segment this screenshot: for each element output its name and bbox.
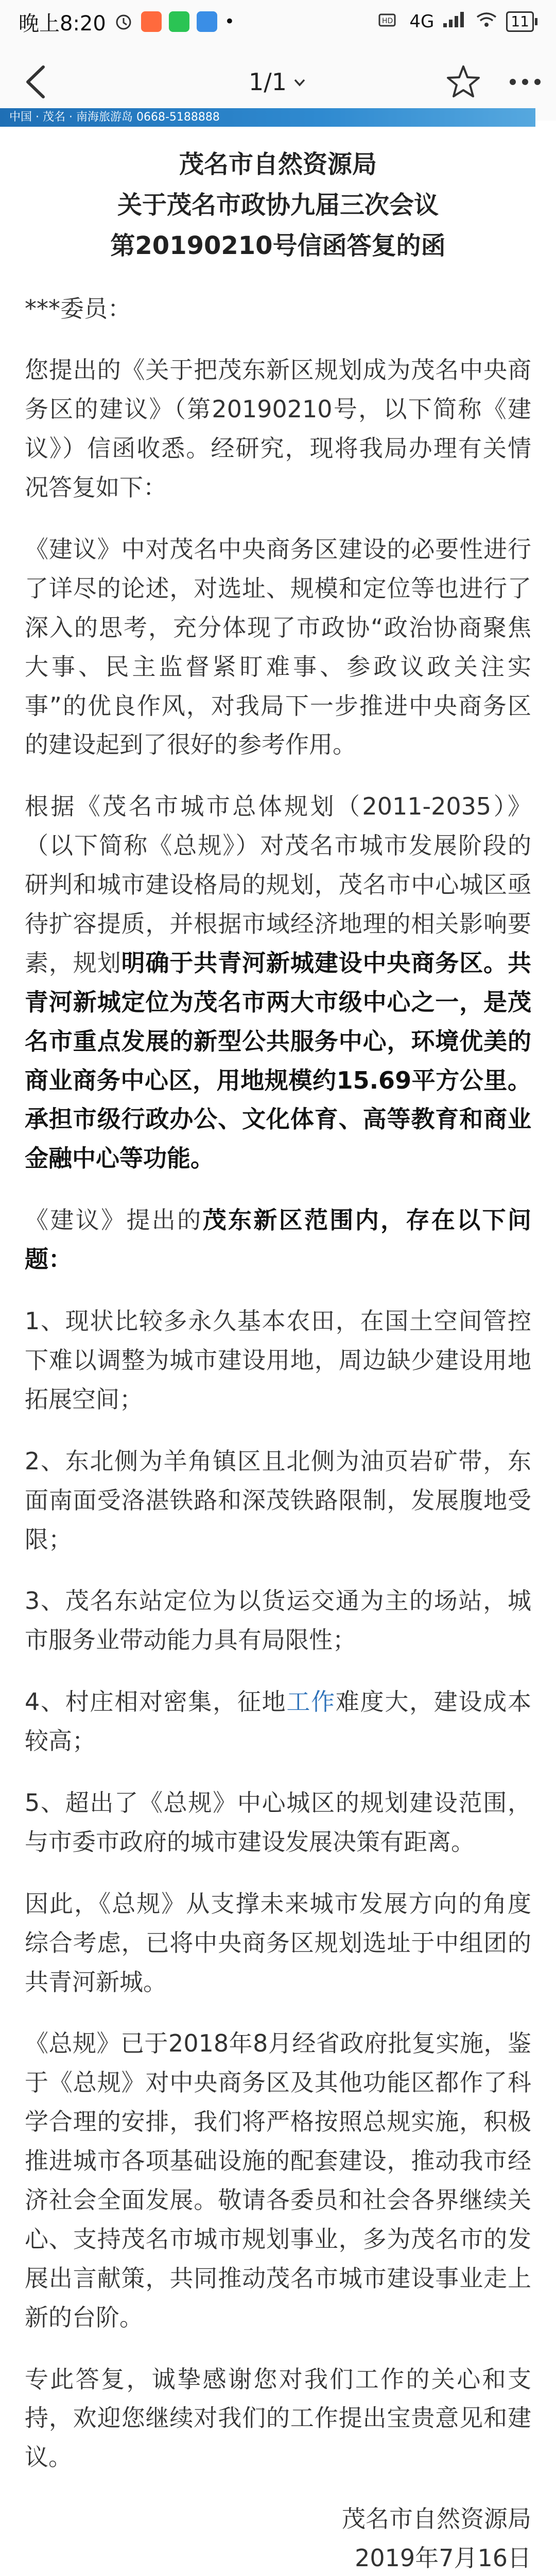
more-options-icon[interactable] xyxy=(505,61,546,103)
paragraph-3-bold: 明确于共青河新城建设中央商务区。共青河新城定位为茂名市两大市级中心之一，是茂名市重点发展的新型公共服务中心，环境优美的商业商务中心区，用地规模约15.69平方公里。承担市级行政办公、文化体育、高等教育和商业金融中心等功能。 xyxy=(25,948,532,1173)
paragraph-4-text: 《建议》提出的 xyxy=(25,1206,203,1234)
paragraph-7: 专此答复，诚挚感谢您对我们工作的关心和支持，欢迎您继续对我们的工作提出宝贵意见和建议。 xyxy=(25,2365,531,2471)
paragraph-4 xyxy=(25,1201,531,1279)
issue-item-1: 1、现状比较多永久基本农田，在国土空间管控下难以调整为城市建设用地，周边缺少建设用地拓展空间； xyxy=(25,1307,531,1413)
page-indicator-dropdown[interactable] xyxy=(249,68,307,96)
banner-text: 中国 · 茂名 · 南海旅游岛 0668-5188888 xyxy=(9,111,220,124)
salutation: ***委员： xyxy=(25,294,131,323)
issue-item-5: 5、超出了《总规》中心城区的规划建设范围，与市委市政府的城市建设发展决策有距离。 xyxy=(25,1788,531,1856)
header-banner-image xyxy=(0,108,535,127)
status-left xyxy=(19,7,235,37)
battery-level: 11 xyxy=(506,11,534,32)
data-icon xyxy=(378,10,401,33)
more-dots-icon: • xyxy=(224,11,235,32)
battery-icon xyxy=(506,11,537,32)
paragraph-3 xyxy=(25,787,531,1178)
status-bar xyxy=(0,0,556,43)
weibo-icon xyxy=(141,11,162,32)
message-icon xyxy=(197,11,217,32)
heading-line-1: 茂名市自然资源局 xyxy=(179,150,377,179)
article-body xyxy=(25,144,531,2576)
wifi-icon xyxy=(475,11,498,33)
wechat-icon xyxy=(169,11,189,32)
heading-line-2: 关于茂名市政协九届三次会议 xyxy=(117,191,439,220)
star-favorite-icon[interactable] xyxy=(443,61,484,103)
back-arrow-icon[interactable] xyxy=(14,59,61,105)
issue-item-4-text: 4、村庄相对密集，征地 xyxy=(25,1688,287,1716)
svg-text:HD: HD xyxy=(382,16,393,25)
heading-line-3: 第20190210号信函答复的函 xyxy=(110,231,446,261)
paragraph-6: 《总规》已于2018年8月经省政府批复实施，鉴于《总规》对中央商务区及其他功能区都作了科学合理的安排，我们将严格按照总规实施，积极推进城市各项基础设施的配套建设，推动我市经济社会全面发展。敬请各委员和社会各界继续关心、支持茂名市城市规划事业，多为茂名市的发展出言献策，共同推动茂名市城市建设事业走上新的台阶。 xyxy=(25,2029,531,2331)
status-right xyxy=(378,10,537,33)
paragraph-1: 您提出的《关于把茂东新区规划成为茂名中央商务区的建议》（第20190210号，以下简称《建议》）信函收悉。经研究，现将我局办理有关情况答复如下： xyxy=(25,356,531,502)
article-heading xyxy=(25,144,531,267)
work-link[interactable]: 工作 xyxy=(286,1688,336,1716)
chevron-down-icon xyxy=(292,68,307,96)
signature-org: 茂名市自然资源局 xyxy=(342,2505,531,2533)
network-label: 4G xyxy=(409,11,435,32)
paragraph-4-bold: 茂东新区范围内，存在以下问题： xyxy=(25,1206,532,1274)
paragraph-5: 因此，《总规》从支撑未来城市发展方向的角度综合考虑，已将中央商务区规划选址于中组团的共青河新城。 xyxy=(25,1889,531,1996)
status-time: 晚上8:20 xyxy=(19,11,106,36)
issue-item-3: 3、茂名东站定位为以货运交通为主的场站，城市服务业带动能力具有局限性； xyxy=(25,1587,531,1654)
alarm-icon xyxy=(113,11,134,32)
signature-date: 2019年7月16日 xyxy=(355,2544,531,2572)
issue-item-2: 2、东北侧为羊角镇区且北侧为油页岩矿带，东面南面受洛湛铁路和深茂铁路限制，发展腹地受限； xyxy=(25,1447,531,1553)
paragraph-2: 《建议》中对茂名中央商务区建设的必要性进行了详尽的论述，对选址、规模和定位等也进行了深入的思考，充分体现了市政协“政治协商聚焦大事、民主监督紧盯难事、参政议政关注实事”的优良作风，对我局下一步推进中央商务区的建设起到了很好的参考作用。 xyxy=(25,535,531,759)
issue-item-4 xyxy=(25,1683,531,1761)
paragraph-3-text: 根据《茂名市城市总体规划（2011-2035）》（以下简称《总规》）对茂名市城市发展阶段的研判和城市建设格局的规划，茂名市中心城区亟待扩容提质，并根据市域经济地理的相关影响要素，规划 xyxy=(25,792,531,977)
page-indicator: 1/1 xyxy=(248,68,287,96)
signal-icon xyxy=(442,11,467,33)
issue-item-4-text-end: 难度大，建设成本较高； xyxy=(25,1688,532,1755)
